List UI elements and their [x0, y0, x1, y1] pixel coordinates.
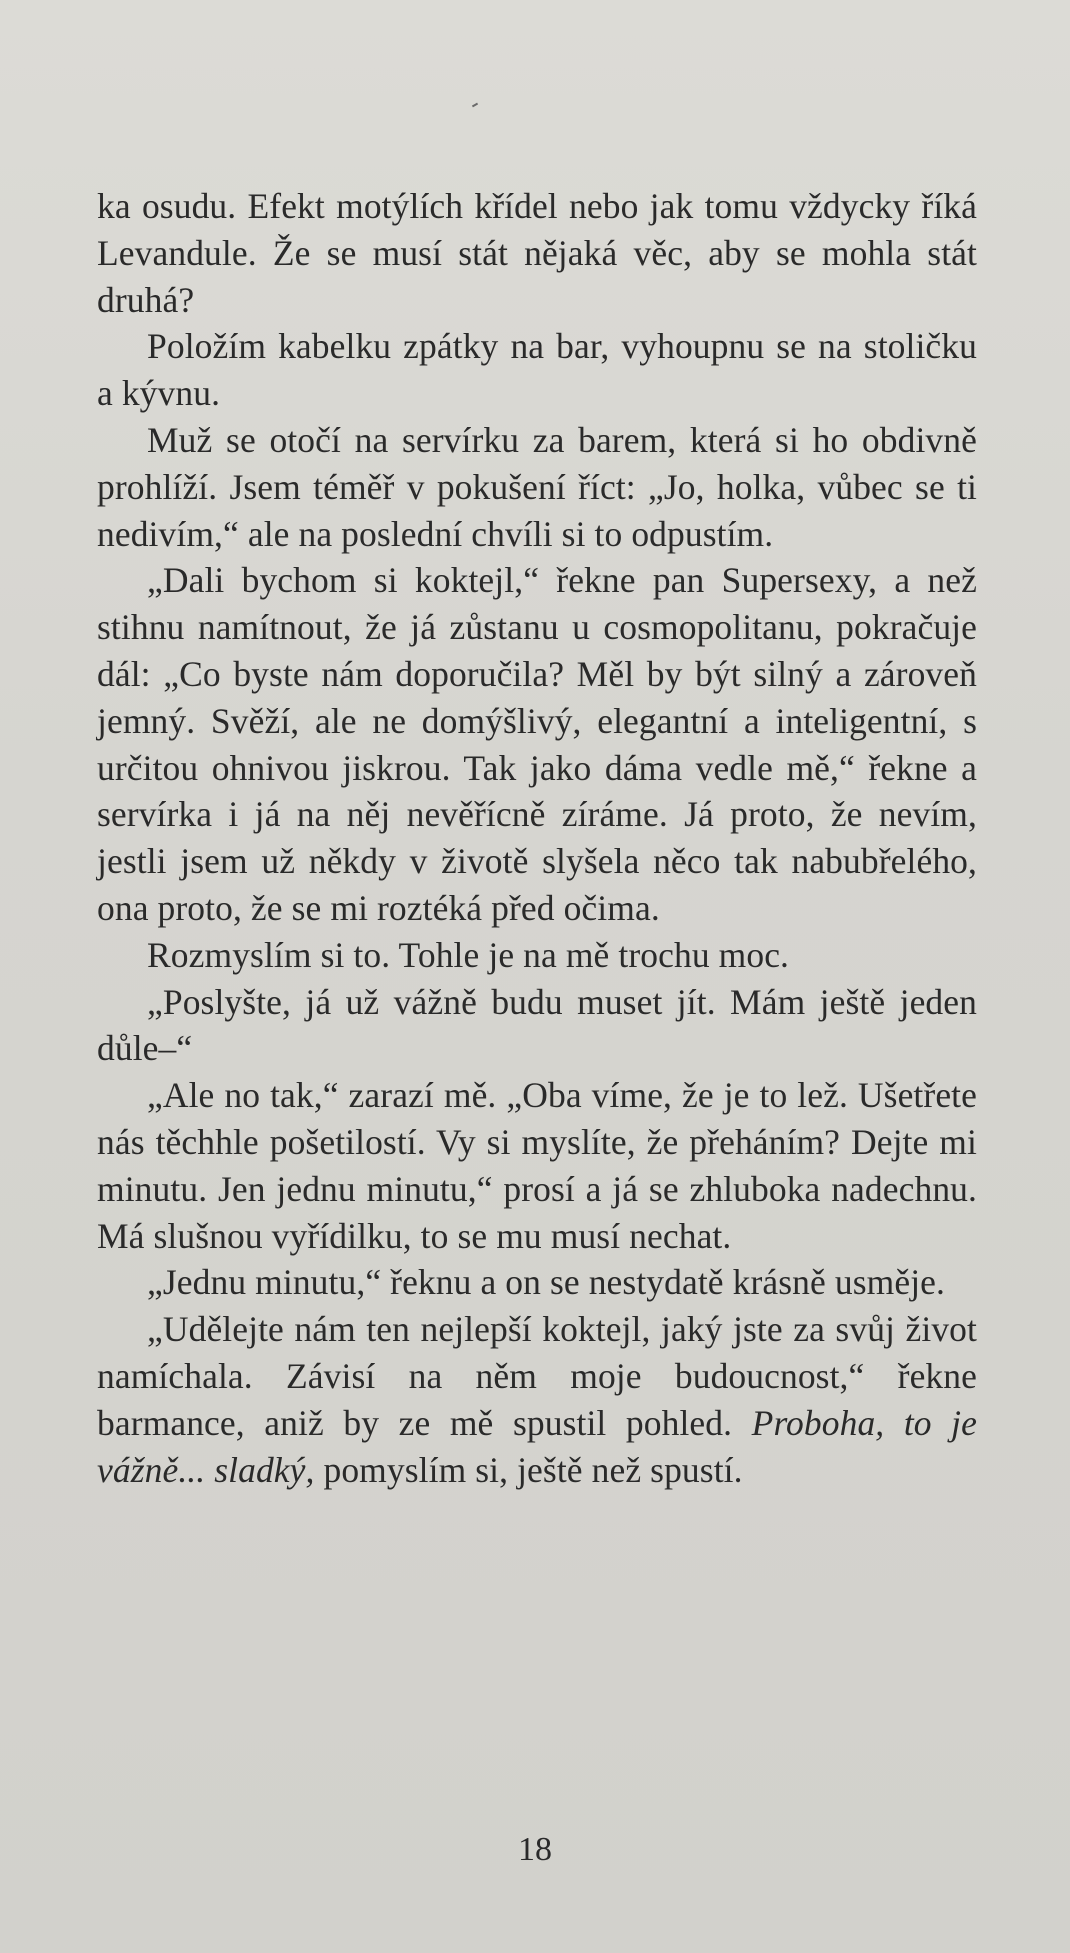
- paragraph: [97, 1259, 977, 1306]
- paragraph: [97, 417, 977, 557]
- paragraph: [97, 1072, 977, 1259]
- text-segment: „Jednu minutu,“ řeknu a on se nestydatě krásně usměje.: [147, 1262, 945, 1303]
- italic-text-segment: Proboha, to je vážně... sladký,: [97, 1402, 977, 1490]
- paragraph: [97, 557, 977, 931]
- text-segment: ka osudu. Efekt motýlích křídel nebo jak tomu vždycky říká Levandule. Že se musí stát nějaká věc, aby se mohla stát druhá?: [97, 186, 977, 320]
- paragraph: [97, 932, 977, 979]
- paragraph: [97, 979, 977, 1073]
- text-segment: Muž se otočí na servírku za barem, která si ho obdivně prohlíží. Jsem téměř v pokušení říct: „Jo, holka, vůbec se ti nedivím,“ ale na poslední chvíli si to odpustím.: [97, 419, 977, 554]
- paragraph: [97, 1306, 977, 1493]
- text-segment: „Poslyšte, já už vážně budu muset jít. Mám ještě jeden důle–“: [97, 981, 977, 1069]
- body-text: [97, 183, 977, 1493]
- text-segment: „Ale no tak,“ zarazí mě. „Oba víme, že je to lež. Ušetřete nás těchhle pošetilostí. Vy si myslíte, že přeháním? Dejte mi minutu. Jen jednu minutu,“ prosí a já se zhluboka nadechnu. Má slušnou vyřídilku, to se mu musí nechat.: [97, 1075, 977, 1256]
- page-number: 18: [518, 1831, 552, 1868]
- stray-ink-mark: [472, 103, 478, 108]
- text-segment: pomyslím si, ještě než spustí.: [314, 1449, 743, 1490]
- text-segment: Rozmyslím si to. Tohle je na mě trochu moc.: [147, 934, 790, 975]
- paragraph: [97, 183, 977, 323]
- text-segment: „Udělejte nám ten nejlepší koktejl, jaký jste za svůj život namíchala. Závisí na něm moje budoucnost,“ řekne barmance, aniž by ze mě spustil pohled.: [97, 1309, 977, 1443]
- text-segment: „Dali bychom si koktejl,“ řekne pan Supersexy, a než stihnu namítnout, že já zůstanu u cosmopolitanu, pokračuje dál: „Co byste nám doporučila? Měl by být silný a zároveň jemný. Svěží, ale ne domýšlivý, elegantní a inteligentní, s určitou ohnivou jiskrou. Tak jako dáma vedle mě,“ řekne a servírka i já na něj nevěřícně zíráme. Já proto, že nevím, jestli jsem už někdy v životě slyšela něco tak nabubřelého, ona proto, že se mi roztéká před očima.: [97, 560, 977, 928]
- paragraph: [97, 323, 977, 417]
- text-segment: Položím kabelku zpátky na bar, vyhoupnu se na stoličku a kývnu.: [97, 326, 977, 414]
